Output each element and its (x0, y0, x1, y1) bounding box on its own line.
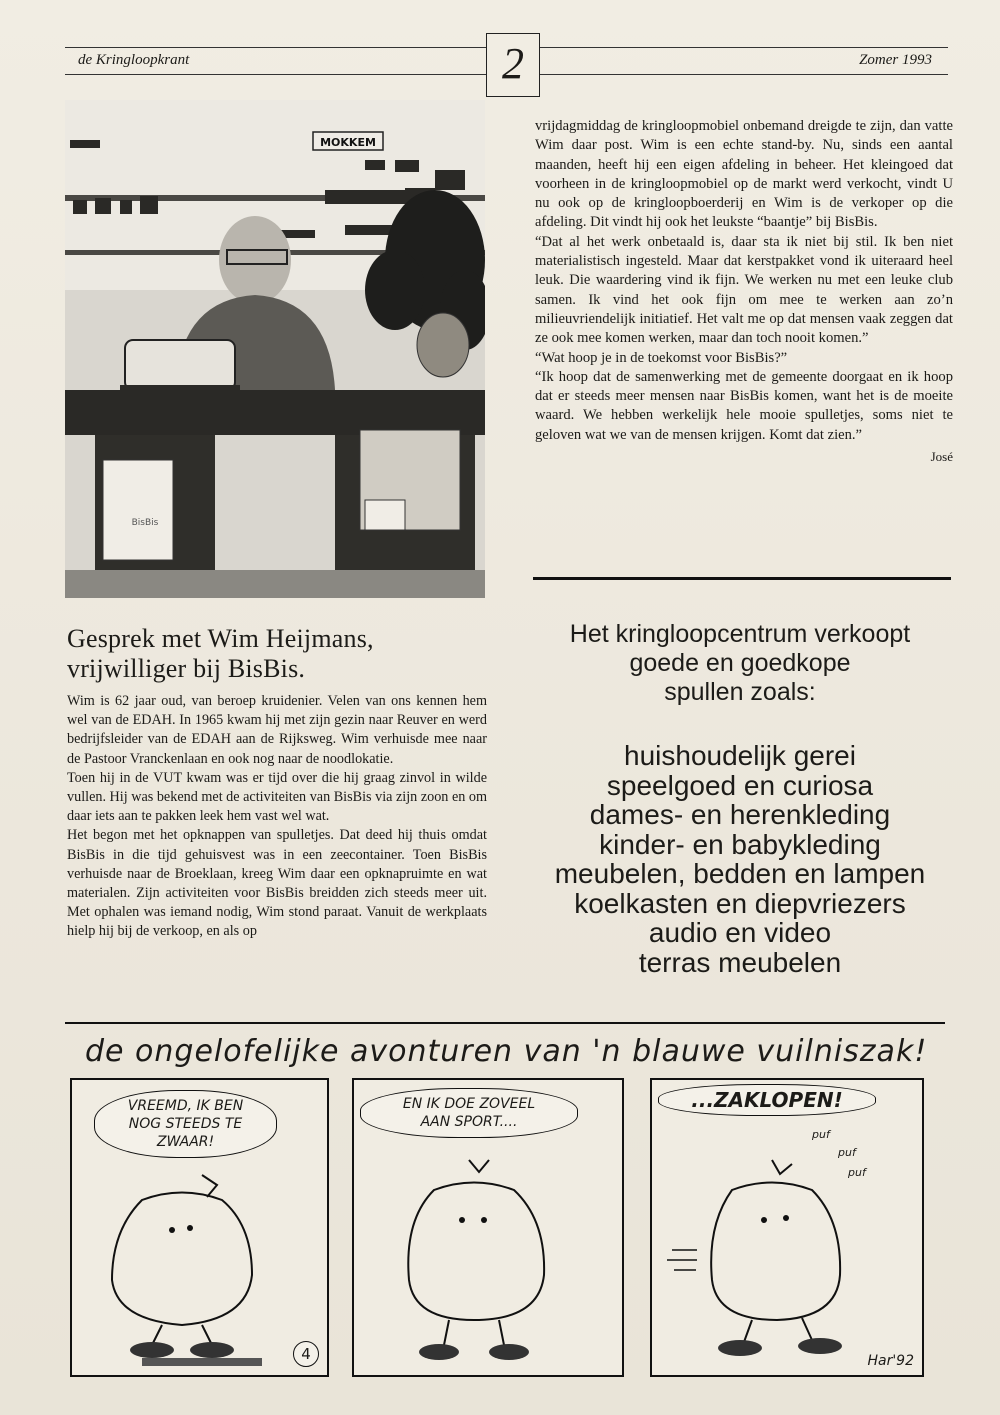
paragraph: Wim is 62 jaar oud, van beroep kruidenier. Velen van ons kennen hem wel van de EDAH. In 1965 kwam hij met zijn gezin naar Reuver en werd bedrijfsleider van de EDAH aan de Rijksweg. Wim verhuisde mee naar de Pastoor Vranckenlaan en ook nog naar de noodlokatie. (67, 693, 487, 767)
ad-intro-line: goede en goedkope (629, 649, 851, 677)
balloon-text: ZWAAR! (156, 1134, 215, 1150)
comic-divider (65, 1022, 945, 1024)
panel-number: 4 (293, 1341, 319, 1367)
comic-title: de ongelofelijke avonturen van 'n blauwe vuilniszak! (85, 1034, 928, 1069)
speech-balloon: ...ZAKLOPEN! (658, 1084, 876, 1116)
ad-item: koelkasten en diepvriezers (574, 887, 906, 919)
page-number: 2 (486, 33, 540, 97)
headline-line-1: Gesprek met Wim Heijmans, (67, 624, 374, 653)
ad-item: terras meubelen (638, 946, 842, 978)
ad-item: speelgoed en curiosa (606, 769, 874, 801)
paragraph: Toen hij in de VUT kwam was er tijd over die hij graag zinvol in wilde vullen. Hij was bekend met de activiteiten van BisBis via zijn zoon en om daar iets aan te pakken leek hem vast wel wat. (67, 769, 488, 825)
ad-item: huishoudelijk gerei (624, 740, 856, 771)
article-continuation (535, 117, 953, 466)
garbage-bag-drawing (652, 1080, 922, 1375)
paragraph: “Wat hoop je in de toekomst voor BisBis?” (535, 349, 788, 366)
article-author: José (930, 449, 953, 465)
photo-sign-2: BisBis (131, 518, 159, 528)
balloon-text: AAN SPORT.... (420, 1114, 518, 1130)
paragraph: Het begon met het opknappen van spulletjes. Dat deed hij thuis omdat BisBis in die tijd gehuisvest was in een zeecontainer. Toen BisBis verhuisde naar de Broeklaan, kreeg Wim daar een opknapruimte en wat materialen. Zijn activiteiten voor BisBis breidden zich steeds meer uit. Met ophalen was iemand nodig, Wim stond paraat. Vanuit de werkplaats hielp hij bij de verkoop, en als op (67, 827, 487, 940)
ad-item: audio en video (648, 917, 832, 948)
ad-intro-line: spullen zoals: (664, 678, 816, 706)
kringloop-advertisement (530, 620, 950, 977)
garbage-bag-drawing (354, 1080, 622, 1375)
artist-signature: Har'92 (867, 1353, 914, 1369)
paragraph: vrijdagmiddag de kringloopmobiel onbemand dreigde te zijn, dan vatte Wim daar post. Wim is een echte stand-by. Nu, sinds een aantal maanden, heeft hij een eigen afdeling in beheer. Het kleingoed dat voorheen in de kringloopmobiel op de markt werd verkocht, vindt U nu ook op de kringloopboerderij en Wim is de verkoper op die afdeling. Dit vindt hij ook het leukste “baantje” bij BisBis. (535, 118, 953, 231)
ad-intro (530, 620, 950, 707)
headline-line-2: vrijwilliger bij BisBis. (67, 654, 306, 683)
balloon-text: EN IK DOE ZOVEEL (402, 1096, 536, 1112)
photo-wim-at-desk (65, 100, 485, 598)
paragraph: “Dat al het werk onbetaald is, daar sta ik niet bij stil. Ik ben niet materialistisch ingesteld. Maar dat kerstpakket vond ik uiteraard heel leuk. Die waardering vind ik fijn. We werken nu met een leuke club samen. Ik vind het ook fijn om mee te werken aan zo’n milieuvriendelijk initiatief. Het valt me op dat mensen vaak zeggen dat ze ook mee komen werken, maar dan toch nooit komen.” (535, 233, 953, 347)
comic-panel-3 (650, 1078, 924, 1377)
section-divider (533, 577, 951, 580)
puf-sound: puf (812, 1128, 830, 1141)
ad-intro-line: Het kringloopcentrum verkoopt (569, 620, 911, 648)
issue-date: Zomer 1993 (859, 52, 932, 68)
ad-item: kinder- en babykleding (599, 828, 881, 860)
photo-sign: MOKKEM (320, 136, 376, 149)
comic-panel-2 (352, 1078, 624, 1377)
ad-item: meubelen, bedden en lampen (554, 858, 926, 889)
publication-name: de Kringloopkrant (78, 52, 190, 68)
puf-sound: puf (838, 1146, 856, 1159)
paragraph: “Ik hoop dat de samenwerking met de gemeente doorgaat en ik hoop dat er steeds meer mensen naar BisBis komen, want het is de moeite waard. We hebben werkelijk hele mooie spulletjes, soms niet te geloven wat we van de mensen krijgen. Komt dat zien.” (535, 368, 953, 443)
puf-sound: puf (848, 1166, 866, 1179)
balloon-text: VREEMD, IK BEN (127, 1098, 244, 1114)
article-headline (67, 624, 487, 684)
garbage-bag-drawing (72, 1080, 327, 1375)
article-body (67, 692, 487, 942)
comic-panel-1 (70, 1078, 329, 1377)
balloon-text: NOG STEEDS TE (128, 1116, 243, 1132)
ad-item: dames- en herenkleding (589, 799, 891, 830)
